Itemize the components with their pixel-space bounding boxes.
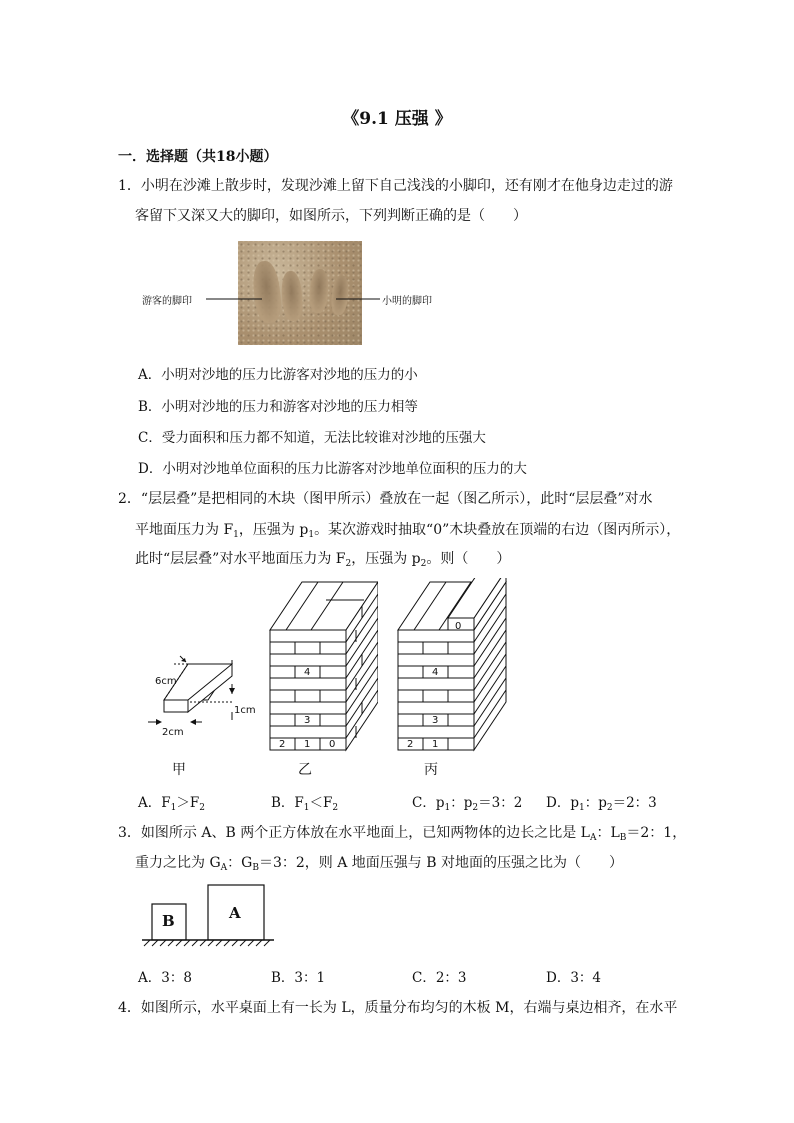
tower-yi-block-1: 1 bbox=[304, 739, 311, 750]
q2-option-a[interactable]: A．$F_1>F_2$ bbox=[138, 795, 205, 813]
tower-yi-block-3: 3 bbox=[304, 715, 311, 726]
tower-bing-block-0: 0 bbox=[455, 621, 462, 632]
figure-yi-caption: 乙 bbox=[298, 762, 312, 778]
dim-1cm-label: 1cm bbox=[234, 705, 256, 716]
q2-stem-line3: 此时“层层叠”对水平地面压力为 $F_2$，压强为 $p_2$。则（ ） bbox=[135, 551, 511, 569]
q3-option-b[interactable]: B．3：1 bbox=[271, 970, 326, 986]
q3-stem-line1: 3．如图所示 A、B 两个正方体放在水平地面上，已知两物体的边长之比是 $L_A$：$L_B=2$：1， bbox=[118, 825, 687, 843]
footprint-leader-lines bbox=[0, 0, 794, 400]
section-heading: 一．选择题（共18小题） bbox=[118, 149, 278, 165]
q3-option-d[interactable]: D．3：4 bbox=[546, 970, 602, 986]
cube-a-label: A bbox=[229, 904, 241, 922]
tower-bing-block-1: 1 bbox=[432, 739, 439, 750]
q2-option-b[interactable]: B．$F_1<F_2$ bbox=[271, 795, 339, 813]
q3-option-c[interactable]: C．2：3 bbox=[412, 970, 467, 986]
tower-bing-block-3: 3 bbox=[432, 715, 439, 726]
q4-stem-line1: 4．如图所示，水平桌面上有一长为 L，质量分布均匀的木板 M，右端与桌边相齐，在水平 bbox=[118, 1000, 678, 1016]
q1-option-a[interactable]: A．小明对沙地的压力比游客对沙地的压力的小 bbox=[138, 367, 418, 383]
figure-bing-caption: 丙 bbox=[424, 762, 438, 778]
q1-stem-line1: 1．小明在沙滩上散步时，发现沙滩上留下自己浅浅的小脚印，还有刚才在他身边走过的游 bbox=[118, 178, 673, 194]
tower-bing-block-2: 2 bbox=[407, 739, 414, 750]
tourist-footprint-label: 游客的脚印 bbox=[142, 296, 192, 307]
single-block-figure bbox=[140, 650, 250, 750]
page-title: 《9.1 压强 》 bbox=[342, 109, 452, 129]
q1-option-c[interactable]: C．受力面积和压力都不知道，无法比较谁对沙地的压强大 bbox=[138, 430, 486, 446]
jenga-tower-modified-figure bbox=[394, 578, 514, 754]
tower-yi-block-2: 2 bbox=[279, 739, 286, 750]
tower-bing-block-4: 4 bbox=[432, 667, 439, 678]
figure-jia-caption: 甲 bbox=[172, 762, 186, 778]
q2-stem-line2: 平地面压力为 $F_1$，压强为 $p_1$。某次游戏时抽取“0”木块叠放在顶端的右边（图丙所示）， bbox=[135, 522, 681, 540]
xiaoming-footprint-label: 小明的脚印 bbox=[382, 296, 432, 307]
dim-2cm-label: 2cm bbox=[162, 727, 184, 738]
q2-option-c[interactable]: C．$p_1$：$p_2=3$：2 bbox=[412, 795, 523, 813]
tower-yi-block-4: 4 bbox=[304, 667, 311, 678]
cube-b-label: B bbox=[162, 912, 175, 930]
jenga-tower-figure bbox=[266, 578, 378, 754]
q2-option-d[interactable]: D．$p_1$：$p_2=2$：3 bbox=[546, 795, 657, 813]
q1-option-b[interactable]: B．小明对沙地的压力和游客对沙地的压力相等 bbox=[138, 399, 418, 415]
q1-option-d[interactable]: D．小明对沙地单位面积的压力比游客对沙地单位面积的压力的大 bbox=[138, 461, 527, 477]
dim-6cm-label: 6cm bbox=[155, 676, 177, 687]
cubes-figure bbox=[138, 880, 278, 950]
q3-stem-line2: 重力之比为 $G_A$：$G_B=3$：2，则 A 地面压强与 B 对地面的压强之比为（ ） bbox=[135, 855, 623, 873]
q2-stem-line1: 2．“层层叠”是把相同的木块（图甲所示）叠放在一起（图乙所示），此时“层层叠”对水 bbox=[118, 491, 653, 507]
tower-yi-block-0: 0 bbox=[329, 739, 336, 750]
q1-stem-line2: 客留下又深又大的脚印，如图所示，下列判断正确的是（ ） bbox=[135, 208, 527, 224]
q3-option-a[interactable]: A．3：8 bbox=[138, 970, 192, 986]
